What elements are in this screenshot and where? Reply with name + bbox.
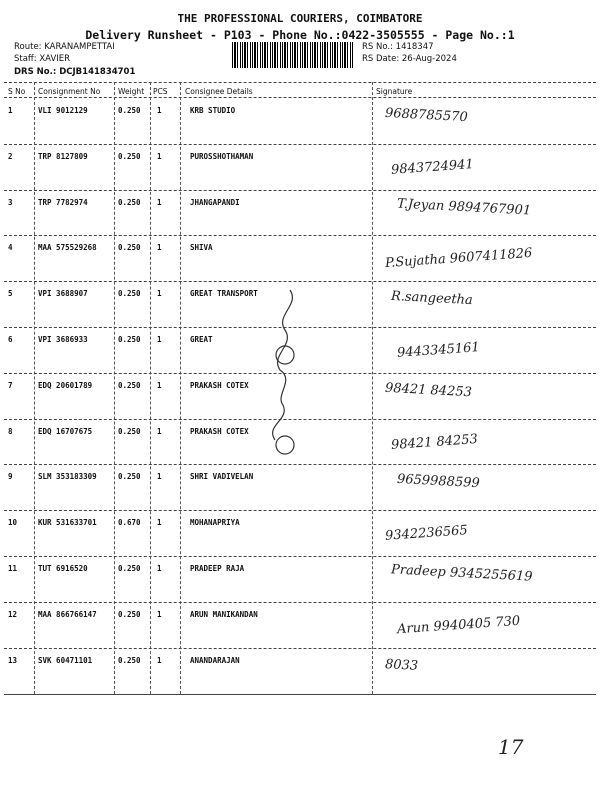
row-consignment: KUR 531633701 [38,518,97,528]
row-consignee: ANANDARAJAN [190,655,240,665]
row-consignee: GREAT TRANSPORT [190,289,258,299]
row-consignee: JHANGAPANDI [190,197,240,207]
handwritten-mark [270,340,300,370]
row-sno: 10 [8,518,18,528]
row-consignment: EDQ 16707675 [38,426,93,436]
row-consignment: SVK 60471101 [38,655,93,665]
barcode [232,42,354,68]
row-sno: 1 [8,106,13,115]
row-consignee: SHIVA [190,243,213,253]
row-consignment: VLI 9012129 [38,106,88,115]
drs-label: DRS No.: DCJB141834701 [14,67,136,77]
col-header-consignee: Consignee Details [185,87,253,96]
row-signature: 9843724941 [390,156,475,178]
staff-label: Staff: XAVIER [14,54,71,64]
row-divider [4,144,596,145]
row-signature: Arun 9940405 730 [396,613,521,638]
row-weight: 0.250 [118,289,141,299]
rs-number: RS No.: 1418347 [362,42,434,52]
row-divider [4,464,596,465]
table-bottom-rule [4,694,596,695]
runsheet-subtitle: Delivery Runsheet - P103 - Phone No.:0422-3505555 - Page No.:1 [85,28,515,42]
row-pcs: 1 [157,106,162,115]
row-signature: 8033 [384,656,419,674]
row-pcs: 1 [157,609,162,619]
row-signature: T.Jeyan 9894767901 [396,196,532,219]
col-header-consignment: Consignment No [38,87,101,96]
row-pcs: 1 [157,655,162,665]
route-label: Route: KARANAMPETTAI [14,42,115,52]
row-divider [4,602,596,603]
row-pcs: 1 [157,564,162,573]
row-pcs: 1 [157,335,162,344]
row-consignment: EDQ 20601789 [38,380,93,390]
row-weight: 0.250 [118,243,141,253]
row-divider [4,648,596,649]
row-sno: 2 [8,151,13,161]
rs-date: RS Date: 26-Aug-2024 [362,54,457,64]
row-signature: 9688785570 [384,105,469,126]
row-weight: 0.250 [118,151,141,161]
row-sno: 3 [8,197,13,207]
row-pcs: 1 [157,243,162,253]
row-consignment: TUT 6916520 [38,564,88,573]
row-consignee: PRAKASH COTEX [190,426,249,436]
row-divider [4,281,596,282]
row-signature: 98421 84253 [390,431,479,453]
row-consignment: TRP 7782974 [38,197,88,207]
row-consignee: PUROSSHOTHAMAN [190,151,254,161]
col-header-weight: Weight [118,87,145,96]
row-consignee: KRB STUDIO [190,106,236,115]
row-pcs: 1 [157,426,162,436]
table-top-rule [4,82,596,83]
row-sno: 11 [8,564,18,573]
row-weight: 0.250 [118,335,141,344]
page-note: 17 [498,735,524,759]
row-divider [4,190,596,191]
row-consignment: VPI 3688907 [38,289,88,299]
row-divider [4,556,596,557]
row-pcs: 1 [157,151,162,161]
row-signature: P.Sujatha 9607411826 [384,246,533,272]
row-weight: 0.250 [118,564,141,573]
row-divider [4,235,596,236]
row-signature: 9443345161 [396,340,481,361]
header-rule [4,97,596,98]
row-weight: 0.250 [118,380,141,390]
row-weight: 0.250 [118,426,141,436]
row-sno: 12 [8,609,18,619]
row-pcs: 1 [157,518,162,528]
row-consignee: MOHANAPRIYA [190,518,240,528]
row-consignment: SLM 353183309 [38,472,97,482]
row-sno: 8 [8,426,13,436]
row-weight: 0.250 [118,106,141,115]
row-weight: 0.670 [118,518,141,528]
row-sno: 9 [8,472,13,482]
handwritten-mark [270,430,300,460]
row-sno: 5 [8,289,13,299]
row-pcs: 1 [157,289,162,299]
col-header-signature: Signature [376,87,413,96]
row-consignment: MAA 575529268 [38,243,97,253]
row-consignee: PRADEEP RAJA [190,564,245,573]
row-consignee: ARUN MANIKANDAN [190,609,258,619]
row-weight: 0.250 [118,472,141,482]
row-signature: 9659988599 [396,472,481,492]
row-sno: 6 [8,335,13,344]
row-weight: 0.250 [118,655,141,665]
row-weight: 0.250 [118,197,141,207]
row-sno: 4 [8,243,13,253]
row-pcs: 1 [157,380,162,390]
row-divider [4,510,596,511]
row-consignment: MAA 866766147 [38,609,97,619]
row-sno: 13 [8,655,18,665]
col-header-sno: S No [8,87,26,96]
row-signature: 98421 84253 [384,380,473,401]
row-pcs: 1 [157,197,162,207]
row-signature: Pradeep 9345255619 [390,562,533,585]
row-weight: 0.250 [118,609,141,619]
row-signature: R.sangeetha [390,289,474,309]
row-consignee: SHRI VADIVELAN [190,472,254,482]
row-sno: 7 [8,380,13,390]
col-header-pcs: PCS [153,87,168,96]
row-consignee: GREAT [190,335,213,344]
row-pcs: 1 [157,472,162,482]
row-consignment: TRP 8127809 [38,151,88,161]
row-consignment: VPI 3686933 [38,335,88,344]
row-signature: 9342236565 [384,523,469,545]
row-consignee: PRAKASH COTEX [190,380,249,390]
company-title: THE PROFESSIONAL COURIERS, COIMBATORE [177,12,423,25]
